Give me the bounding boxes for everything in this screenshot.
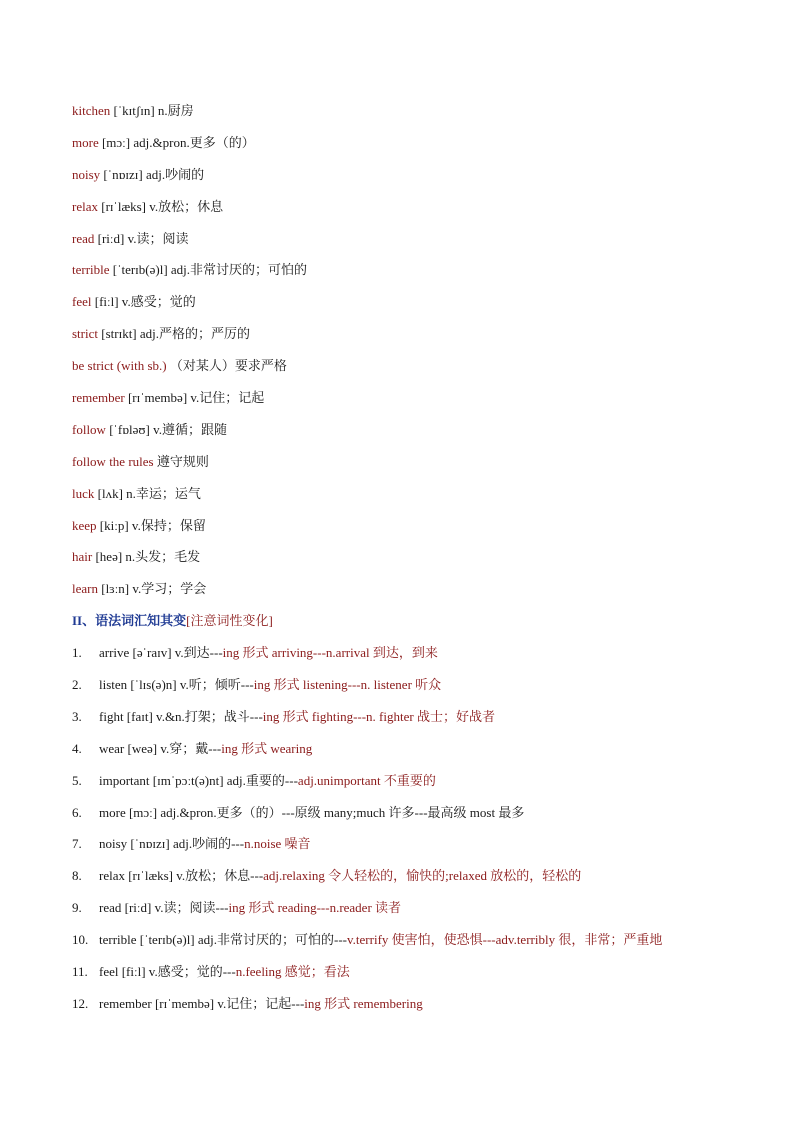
grammar-item: [72, 768, 722, 800]
vocab-word: read: [72, 230, 95, 246]
vocab-line: [72, 576, 722, 608]
vocab-line: [72, 321, 722, 353]
item-number: 5.: [72, 772, 82, 788]
grammar-list: [72, 640, 722, 1023]
vocab-word: follow: [72, 421, 106, 437]
item-base: read [riːd] v.读；阅读---: [99, 900, 229, 916]
item-number: 11.: [72, 964, 88, 980]
grammar-item: [72, 895, 722, 927]
vocab-definition: [mɔː] adj.&pron.更多（的）: [98, 134, 255, 150]
item-number: 2.: [72, 677, 82, 693]
item-number: 9.: [72, 900, 82, 916]
grammar-item: [72, 863, 722, 895]
document-page: [72, 98, 722, 1023]
section-note: [注意词性变化]: [186, 613, 273, 629]
vocab-line: [72, 257, 722, 289]
item-base: important [ɪmˈpɔːt(ə)nt] adj.重要的---: [99, 772, 298, 788]
item-variant: n.noise 噪音: [244, 836, 311, 852]
grammar-item: [72, 672, 722, 704]
vocab-word: remember: [72, 390, 125, 406]
vocab-definition: [kiːp] v.保持；保留: [96, 517, 206, 533]
item-variant: n.feeling 感觉；看法: [235, 964, 350, 980]
item-number: 7.: [72, 836, 82, 852]
item-number: 10.: [72, 932, 89, 948]
grammar-item: [72, 704, 722, 736]
grammar-item: [72, 831, 722, 863]
vocab-definition: [riːd] v.读；阅读: [94, 230, 189, 246]
vocab-line: [72, 544, 722, 576]
grammar-item: [72, 927, 722, 959]
vocab-word: strict: [72, 326, 98, 342]
item-base: wear [weə] v.穿；戴---: [99, 740, 222, 756]
vocab-definition: （对某人）要求严格: [166, 358, 287, 374]
vocab-word: be strict (with sb.): [72, 358, 167, 374]
item-base: remember [rɪˈmembə] v.记住；记起---: [99, 995, 305, 1011]
item-base: feel [fiːl] v.感受；觉的---: [99, 964, 236, 980]
vocab-line: [72, 289, 722, 321]
section-title: [72, 608, 722, 640]
item-base: arrive [əˈraɪv] v.到达---: [99, 645, 223, 661]
item-base: listen [ˈlɪs(ə)n] v.听；倾听---: [99, 677, 254, 693]
vocab-word: relax: [72, 198, 98, 214]
vocab-line: [72, 449, 722, 481]
vocab-definition: 遵守规则: [153, 453, 209, 469]
item-variant: ing 形式 remembering: [304, 995, 423, 1011]
grammar-item: [72, 736, 722, 768]
vocab-word: hair: [72, 549, 93, 565]
item-number: 6.: [72, 804, 82, 820]
vocab-word: more: [72, 134, 99, 150]
vocab-definition: [ˈnɒɪzɪ] adj.吵闹的: [100, 166, 205, 182]
vocab-definition: [fiːl] v.感受；觉的: [91, 294, 196, 310]
grammar-item: [72, 800, 722, 832]
vocab-word: follow the rules: [72, 453, 154, 469]
item-variant: ing 形式 fighting---n. fighter 战士；好战者: [262, 708, 495, 724]
item-number: 12.: [72, 995, 89, 1011]
vocab-line: [72, 98, 722, 130]
vocab-line: [72, 513, 722, 545]
vocab-definition: [ˈfɒləʊ] v.遵循；跟随: [105, 421, 227, 437]
item-base: more [mɔː] adj.&pron.更多（的）---原级 many;much 许多---最高级 most 最多: [99, 804, 525, 820]
item-number: 4.: [72, 740, 82, 756]
vocab-line: [72, 417, 722, 449]
item-variant: ing 形式 wearing: [221, 740, 313, 756]
item-number: 3.: [72, 708, 82, 724]
vocab-word: terrible: [72, 262, 110, 278]
item-variant: v.terrify 使害怕，使恐惧---adv.terribly 很，非常；严重地: [347, 932, 663, 948]
vocab-line: [72, 162, 722, 194]
section-heading: II、语法词汇知其变: [72, 613, 187, 629]
vocab-definition: [strɪkt] adj.严格的；严厉的: [98, 326, 251, 342]
grammar-item: [72, 640, 722, 672]
vocab-definition: [ˈterɪb(ə)l] adj.非常讨厌的；可怕的: [109, 262, 308, 278]
vocab-word: learn: [72, 581, 98, 597]
vocab-line: [72, 226, 722, 258]
vocab-definition: [rɪˈlæks] v.放松；休息: [97, 198, 224, 214]
vocab-line: [72, 481, 722, 513]
vocab-line: [72, 385, 722, 417]
item-base: noisy [ˈnɒɪzɪ] adj.吵闹的---: [99, 836, 245, 852]
grammar-item: [72, 959, 722, 991]
vocab-line: [72, 194, 722, 226]
vocab-line: [72, 130, 722, 162]
item-base: terrible [ˈterɪb(ə)l] adj.非常讨厌的；可怕的---: [99, 932, 348, 948]
vocab-word: feel: [72, 294, 92, 310]
vocab-word: keep: [72, 517, 97, 533]
item-variant: ing 形式 arriving---n.arrival 到达，到来: [222, 645, 438, 661]
item-variant: adj.unimportant 不重要的: [297, 772, 436, 788]
item-number: 8.: [72, 868, 82, 884]
vocab-word: noisy: [72, 166, 101, 182]
vocab-definition: [lʌk] n.幸运；运气: [94, 485, 201, 501]
vocab-line: [72, 353, 722, 385]
item-base: fight [faɪt] v.&n.打架；战斗---: [99, 708, 263, 724]
vocab-word: kitchen: [72, 103, 111, 118]
vocab-list: [72, 98, 722, 608]
vocab-definition: [heə] n.头发；毛发: [92, 549, 201, 565]
item-variant: ing 形式 reading---n.reader 读者: [228, 900, 402, 916]
item-number: 1.: [72, 645, 82, 661]
vocab-word: luck: [72, 485, 95, 501]
item-base: relax [rɪˈlæks] v.放松；休息---: [99, 868, 264, 884]
item-variant: ing 形式 listening---n. listener 听众: [253, 677, 442, 693]
vocab-definition: [lɜːn] v.学习；学会: [97, 581, 207, 597]
item-variant: adj.relaxing 令人轻松的，愉快的;relaxed 放松的，轻松的: [263, 868, 582, 884]
vocab-definition: [rɪˈmembə] v.记住；记起: [124, 390, 265, 406]
grammar-item: [72, 991, 722, 1023]
vocab-definition: [ˈkɪtʃɪn] n.厨房: [110, 103, 194, 118]
